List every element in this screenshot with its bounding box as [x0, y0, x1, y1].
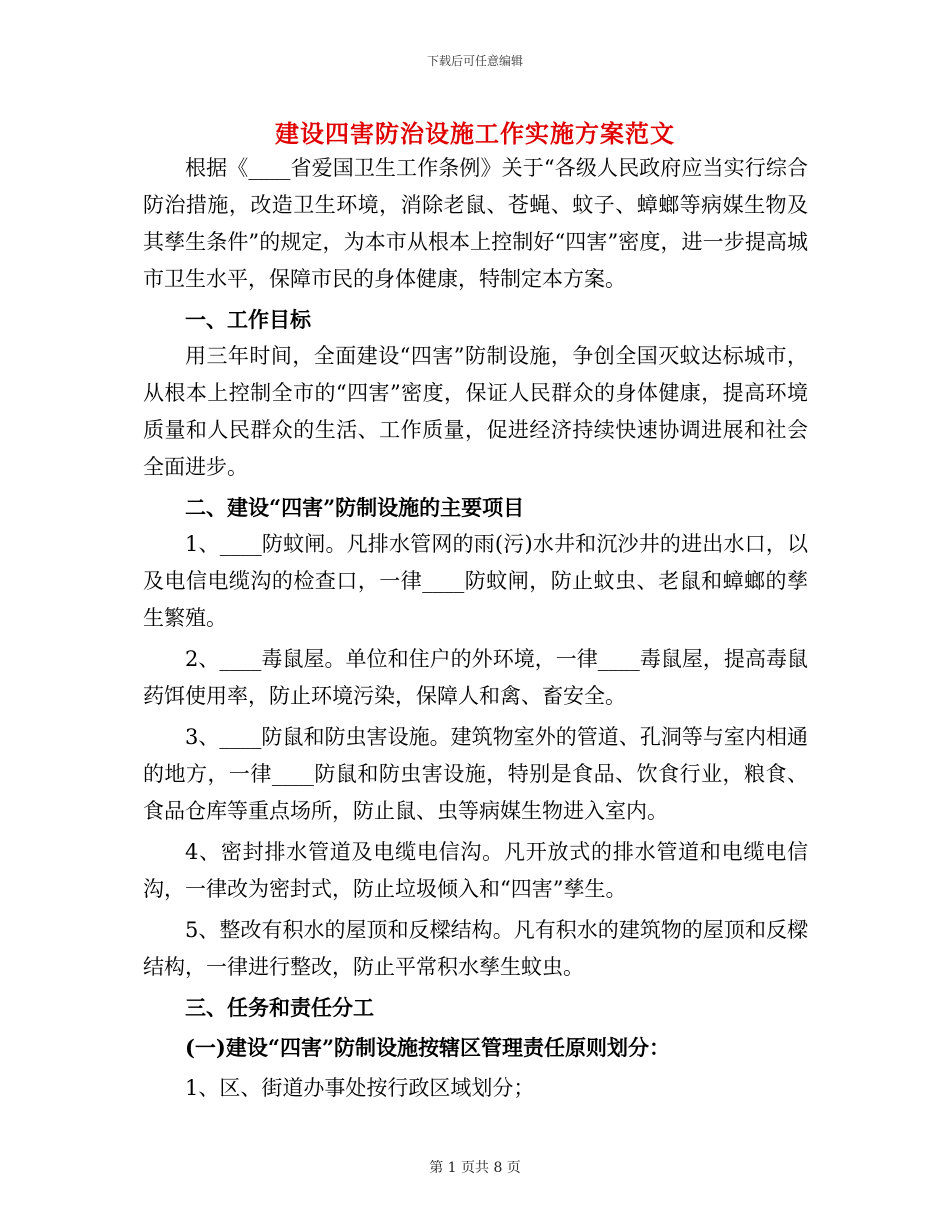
- goals-paragraph: 用三年时间，全面建设“四害”防制设施，争创全国灭蚊达标城市，从根本上控制全市的“四害”密度，保证人民群众的身体健康，提高环境质量和人民群众的生活、工作质量，促进经济持续快速协调进展和社会全面进步。: [143, 344, 808, 479]
- section-heading-projects: 二、建设“四害”防制设施的主要项目: [185, 495, 525, 520]
- page-footer: 第 1 页共 8 页: [429, 1160, 521, 1176]
- document-title: 建设四害防治设施工作实施方案范文: [275, 119, 675, 148]
- project-item-3: 3、____防鼠和防虫害设施。建筑物室外的管道、孔洞等与室内相通的地方，一律____防鼠和防虫害设施，特别是食品、饮食行业，粮食、食品仓库等重点场所，防止鼠、虫等病媒生物进入室内。: [143, 725, 808, 823]
- task-item-1: 1、区、街道办事处按行政区域划分；: [185, 1076, 535, 1100]
- section-heading-tasks: 三、任务和责任分工: [185, 995, 374, 1020]
- project-item-2: 2、____毒鼠屋。单位和住户的外环境，一律____毒鼠屋，提高毒鼠药饵使用率，防止环境污染，保障人和禽、畜安全。: [143, 647, 808, 708]
- document-body: [143, 150, 808, 1107]
- subsection-heading-division: (一)建设“四害”防制设施按辖区管理责任原则划分：: [185, 1035, 671, 1060]
- section-heading-goals: 一、工作目标: [185, 307, 311, 332]
- intro-paragraph: 根据《____省爱国卫生工作条例》关于“各级人民政府应当实行综合防治措施，改造卫生环境，消除老鼠、苍蝇、蚊子、蟑螂等病媒生物及其孳生条件”的规定，为本市从根本上控制好“四害”密度，进一步提高城市卫生水平，保障市民的身体健康，特制定本方案。: [143, 156, 808, 291]
- project-item-5: 5、整改有积水的屋顶和反樑结构。凡有积水的建筑物的屋顶和反樑结构，一律进行整改，防止平常积水孳生蚊虫。: [143, 918, 808, 979]
- project-item-4: 4、密封排水管道及电缆电信沟。凡开放式的排水管道和电缆电信沟，一律改为密封式，防止垃圾倾入和“四害”孳生。: [143, 840, 808, 901]
- project-item-1: 1、____防蚊闸。凡排水管网的雨(污)水井和沉沙井的进出水口，以及电信电缆沟的检查口，一律____防蚊闸，防止蚊虫、老鼠和蟑螂的孳生繁殖。: [143, 532, 808, 630]
- header-note: 下载后可任意编辑: [426, 54, 523, 68]
